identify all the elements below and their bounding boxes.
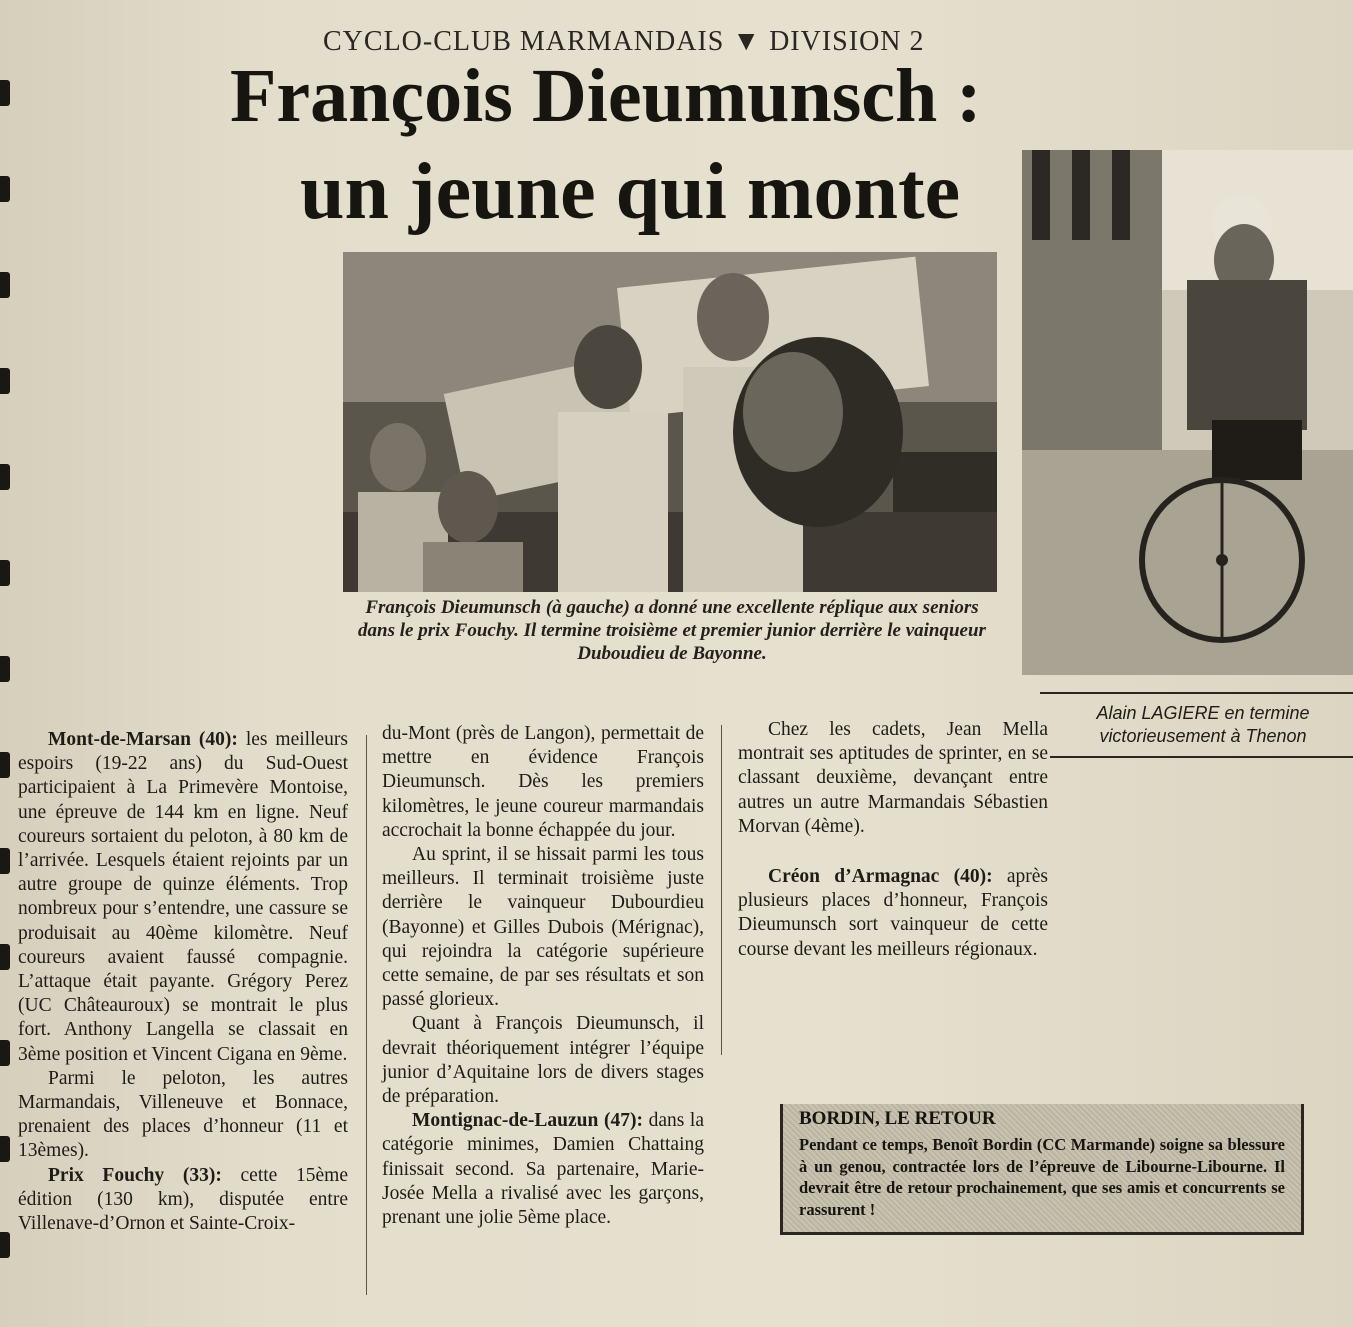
article-column-3 xyxy=(738,718,1048,962)
paragraph: Au sprint, il se hissait parmi les tous meilleurs. Il terminait troisième juste derrière le vainqueur Dubourdieu (Bayonne) et Gilles Dubois (Mérignac), qui rejoindra la catégorie supérieure cette semaine, de par ses résultats et son passé glorieux. xyxy=(382,844,704,1011)
headline-line-1: François Dieumunsch : xyxy=(230,54,982,138)
binder-hole xyxy=(0,1040,10,1066)
binder-hole xyxy=(0,848,10,874)
section-kicker: CYCLO-CLUB MARMANDAIS ▼ DIVISION 2 xyxy=(323,26,925,57)
paragraph: Quant à François Dieumunsch, il devrait théoriquement intégrer l’équipe junior d’Aquitaine lors de divers stages de préparation. xyxy=(382,1013,704,1108)
binder-hole xyxy=(0,80,10,106)
paragraph xyxy=(382,1109,704,1230)
binder-hole xyxy=(0,944,10,970)
binder-hole xyxy=(0,272,10,298)
binder-hole xyxy=(0,752,10,778)
sidebar-box-title: BORDIN, LE RETOUR xyxy=(799,1108,996,1129)
binder-hole xyxy=(0,176,10,202)
paragraph xyxy=(738,865,1048,962)
sidebar-box-text: Pendant ce temps, Benoît Bordin (CC Marmande) soigne sa blessure à un genou, contractée lors de l’épreuve de Libourne-Libourne. Il devrait être de retour prochainement, que ses amis et concurrents se rassurent ! xyxy=(799,1135,1285,1219)
location-lead: Prix Fouchy (33): xyxy=(48,1164,222,1186)
paragraph: Chez les cadets, Jean Mella montrait ses aptitudes de sprinter, en se classant deuxième, devançant entre autres un autre Marmandais Sébastien Morvan (4ème). xyxy=(738,719,1048,837)
sidebar-box xyxy=(780,1104,1304,1235)
column-separator xyxy=(366,735,367,1295)
paragraph-text: cette 15ème édition (130 km), disputée entre Villenave-d’Ornon et Sainte-Croix- xyxy=(18,1164,348,1235)
podium-photo-caption: François Dieumunsch (à gauche) a donné une excellente réplique aux seniors dans le prix Fouchy. Il termine troisième et premier junior derrière le vainqueur Duboudieu de Bayonne. xyxy=(358,597,986,664)
podium-photo xyxy=(343,252,997,592)
binder-hole xyxy=(0,656,10,682)
binder-hole xyxy=(0,1232,10,1258)
caption-rule-top xyxy=(1040,692,1353,694)
binder-hole xyxy=(0,560,10,586)
column-separator xyxy=(721,725,722,1055)
cyclist-photo-caption: Alain LAGIERE en termine victorieusement à Thenon xyxy=(1096,703,1310,746)
location-lead: Mont-de-Marsan (40): xyxy=(48,729,238,750)
caption-rule-bottom xyxy=(1050,756,1353,758)
article-column-2 xyxy=(382,722,704,1230)
paragraph xyxy=(18,728,348,1067)
location-lead: Montignac-de-Lauzun (47): xyxy=(412,1110,643,1132)
binder-hole xyxy=(0,368,10,394)
location-lead: Créon d’Armagnac (40): xyxy=(768,866,993,888)
paragraph-text: dans la catégorie minimes, Damien Chattaing finissait second. Sa partenaire, Marie-Josée Mella a rivalisé avec les garçons, prenant une jolie 5ème place. xyxy=(382,1110,704,1229)
article-column-1 xyxy=(18,728,348,1236)
paragraph-text: les meilleurs espoirs (19-22 ans) du Sud-Ouest participaient à La Primevère Montoise, une épreuve de 144 km en ligne. Neuf coureurs sortaient du peloton, à 80 km de l’arrivée. Lesquels étaient rejoints par un autre groupe de quinze éléments. Trop nombreux pour s’entendre, une cassure se produisait au 40ème kilomètre. Neuf coureurs avaient faussé compagnie. L’attaque était payante. Grégory Perez (UC Châteauroux) se montrait le plus fort. Anthony Langella se classait en 3ème position et Vincent Cigana en 9ème. xyxy=(18,729,348,1065)
paragraph xyxy=(18,1164,348,1237)
cyclist-photo xyxy=(1022,150,1353,675)
binder-hole xyxy=(0,464,10,490)
paragraph: Parmi le peloton, les autres Marmandais, Villeneuve et Bonnace, prenaient des places d’honneur (11 et 13èmes). xyxy=(18,1067,348,1162)
paragraph-text: après plusieurs places d’honneur, François Dieumunsch sort vainqueur de cette course devant les meilleurs régionaux. xyxy=(738,866,1048,960)
headline-line-2: un jeune qui monte xyxy=(300,148,961,236)
paragraph: du-Mont (près de Langon), permettait de mettre en évidence François Dieumunsch. Dès les premiers kilomètres, le jeune coureur marmandais accrochait la bonne échappée du jour. xyxy=(382,723,704,841)
binder-hole xyxy=(0,1136,10,1162)
